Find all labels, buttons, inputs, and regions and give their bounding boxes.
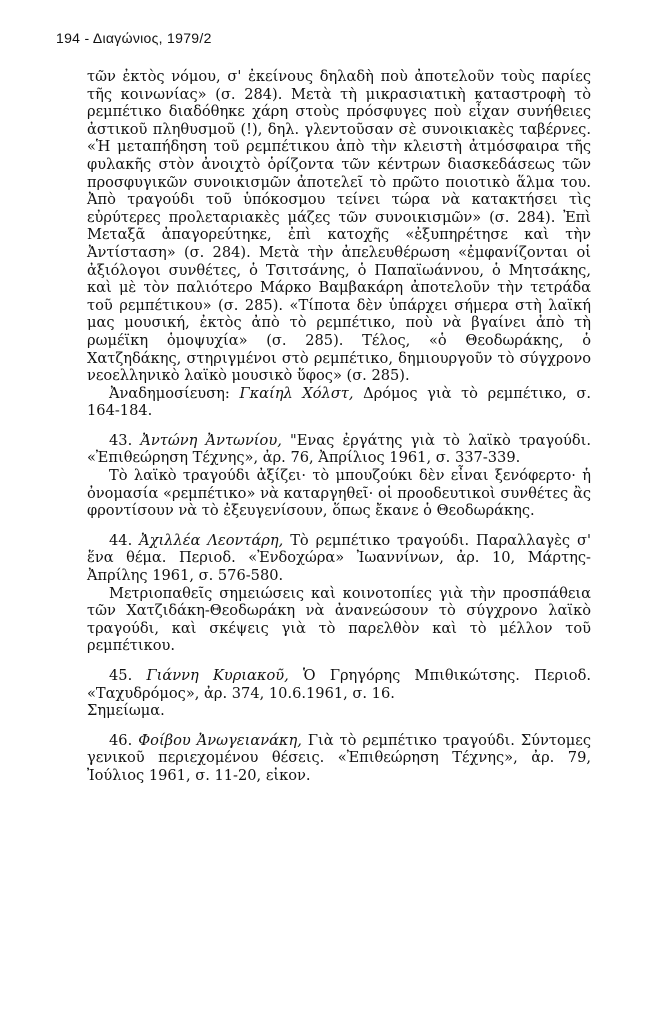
entry-43-note: Τὸ λαϊκὸ τραγούδι ἀξίζει· τὸ μπουζούκι δὲν εἶναι ξενόφερτο· ἡ ὀνομασία «ρεμπέτικο» νὰ καταργηθεῖ· οἱ προοδευτικοὶ συνθέτες ἂς φροντίσουν νὰ τὸ ἐξευγενίσουν, ὅπως ἔκανε ὁ Θεοδωράκης.: [87, 467, 591, 520]
republication-note: [87, 385, 591, 420]
republication-source: Δρόμος γιὰ τὸ ρεμπέτικο, σ. 164-184.: [87, 384, 591, 420]
entry-45-citation: [87, 667, 591, 702]
entry-45-note: Σημείωμα.: [87, 702, 165, 720]
entry-43-citation: [87, 432, 591, 467]
entry-author: Ἀντώνη Ἀντωνίου,: [140, 431, 282, 449]
entry-number: 43.: [109, 431, 133, 449]
entry-author: Γιάννη Κυριακοῦ,: [146, 667, 289, 684]
entry-citation: Ὁ Γρηγόρης Μπιθικώτσης. Περιοδ. «Ταχυδρόμος», ἀρ. 374, 10.6.1961, σ. 16.: [87, 667, 592, 702]
entry-author: Φοίβου Ἀνωγειανάκη,: [138, 731, 302, 749]
entry-citation: "Ενας ἐργάτης γιὰ τὸ λαϊκὸ τραγούδι. «Ἐπιθεώρηση Τέχνης», ἀρ. 76, Ἀπρίλιος 1961, σ. 337-339.: [87, 431, 592, 467]
running-header: 194 - Διαγώνιος, 1979/2: [56, 30, 212, 46]
entry-44-note: Μετριοπαθεῖς σημειώσεις καὶ κοινοτοπίες γιὰ τὴν προσπάθεια τῶν Χατζιδάκη-Θεοδωράκη νὰ ἀνανεώσουν τὸ σύγχρονο λαϊκὸ τραγούδι, καὶ σκέψεις γιὰ τὸ παρελθὸν καὶ τὸ μέλλον τοῦ ρεμπέτικου.: [87, 584, 591, 655]
entry-author: Ἀχιλλέα Λεοντάρη,: [139, 531, 284, 549]
republication-label: Ἀναδημοσίευση:: [109, 384, 240, 402]
entry-number: 46.: [109, 731, 133, 749]
republication-author: Γκαίηλ Χόλστ,: [239, 384, 354, 402]
entry-citation: Τὸ ρεμπέτικο τραγούδι. Παραλλαγὲς σ' ἕνα θέμα. Περιοδ. «Ἐνδοχώρα» Ἰωαννίνων, ἀρ. 10, Μάρτης-Ἀπρίλης 1961, σ. 576-580.: [87, 531, 591, 585]
entry-44-citation: [87, 532, 591, 585]
page-body: [87, 68, 591, 785]
entry-citation: Γιὰ τὸ ρεμπέτικο τραγούδι. Σύντομες γενικοῦ περιεχομένου θέσεις. «Ἐπιθεώρηση Τέχνης», ἀρ. 79, Ἰούλιος 1961, σ. 11-20, εἰκον.: [87, 731, 591, 784]
entry-46-citation: [87, 732, 591, 785]
intro-paragraph: τῶν ἐκτὸς νόμου, σ' ἐκείνους δηλαδὴ ποὺ ἀποτελοῦν τοὺς παρίες τῆς κοινωνίας» (σ. 284). Μετὰ τὴ μικρασιατικὴ καταστροφὴ τὸ ρεμπέτικο διαδόθηκε χάρη στοὺς πρόσφυγες ποὺ εἶχαν συνήθειες ἀστικοῦ πληθυσμοῦ (!), δηλ. γλεντοῦσαν σὲ συνοικιακὲς ταβέρνες. «Ἡ μεταπήδηση τοῦ ρεμπέτικου ἀπὸ τὴν κλειστὴ ἀτμόσφαιρα τῆς φυλακῆς στὸν ἀνοιχτὸ ὁρίζοντα τῶν κέντρων διασκεδάσεως τῶν προσφυγικῶν συνοικισμῶν ἀποτελεῖ τὸ πρῶτο ποιοτικὸ ἅλμα του. Ἀπὸ τραγούδι τοῦ ὑπόκοσμου τείνει τώρα νὰ κατακτήσει τὶς εὐρύτερες προλεταριακὲς μάζες τῶν συνοικισμῶν» (σ. 284). Ἐπὶ Μεταξᾶ ἀπαγορεύτηκε, ἐπὶ κατοχῆς «ἐξυπηρέτησε καὶ τὴν Ἀντίσταση» (σ. 284). Μετὰ τὴν ἀπελευθέρωση «ἐμφανίζονται οἱ ἀξιόλογοι συνθέτες, ὁ Τσιτσάνης, ὁ Παπαϊωάννου, ὁ Μητσάκης, καὶ μὲ τὸν παλιότερο Μάρκο Βαμβακάρη ἀποτελοῦν τὴν τετράδα τοῦ ρεμπέτικου» (σ. 285). «Τίποτα δὲν ὑπάρχει σήμερα στὴ λαϊκή μας μουσική, ἐκτὸς ἀπὸ τὸ ρεμπέτικο, ποὺ νὰ βγαίνει ἀπὸ τὴ ρωμέϊκη ὁμοψυχία» (σ. 285). Τέλος, «ὁ Θεοδωράκης, ὁ Χατζηδάκης, στηριγμένοι στὸ ρεμπέτικο, δημιουργοῦν τὸ σύγχρονο νεοελληνικὸ λαϊκὸ μουσικὸ ὕφος» (σ. 285).: [87, 68, 591, 385]
entry-number: 45.: [109, 667, 133, 684]
entry-number: 44.: [109, 531, 133, 549]
